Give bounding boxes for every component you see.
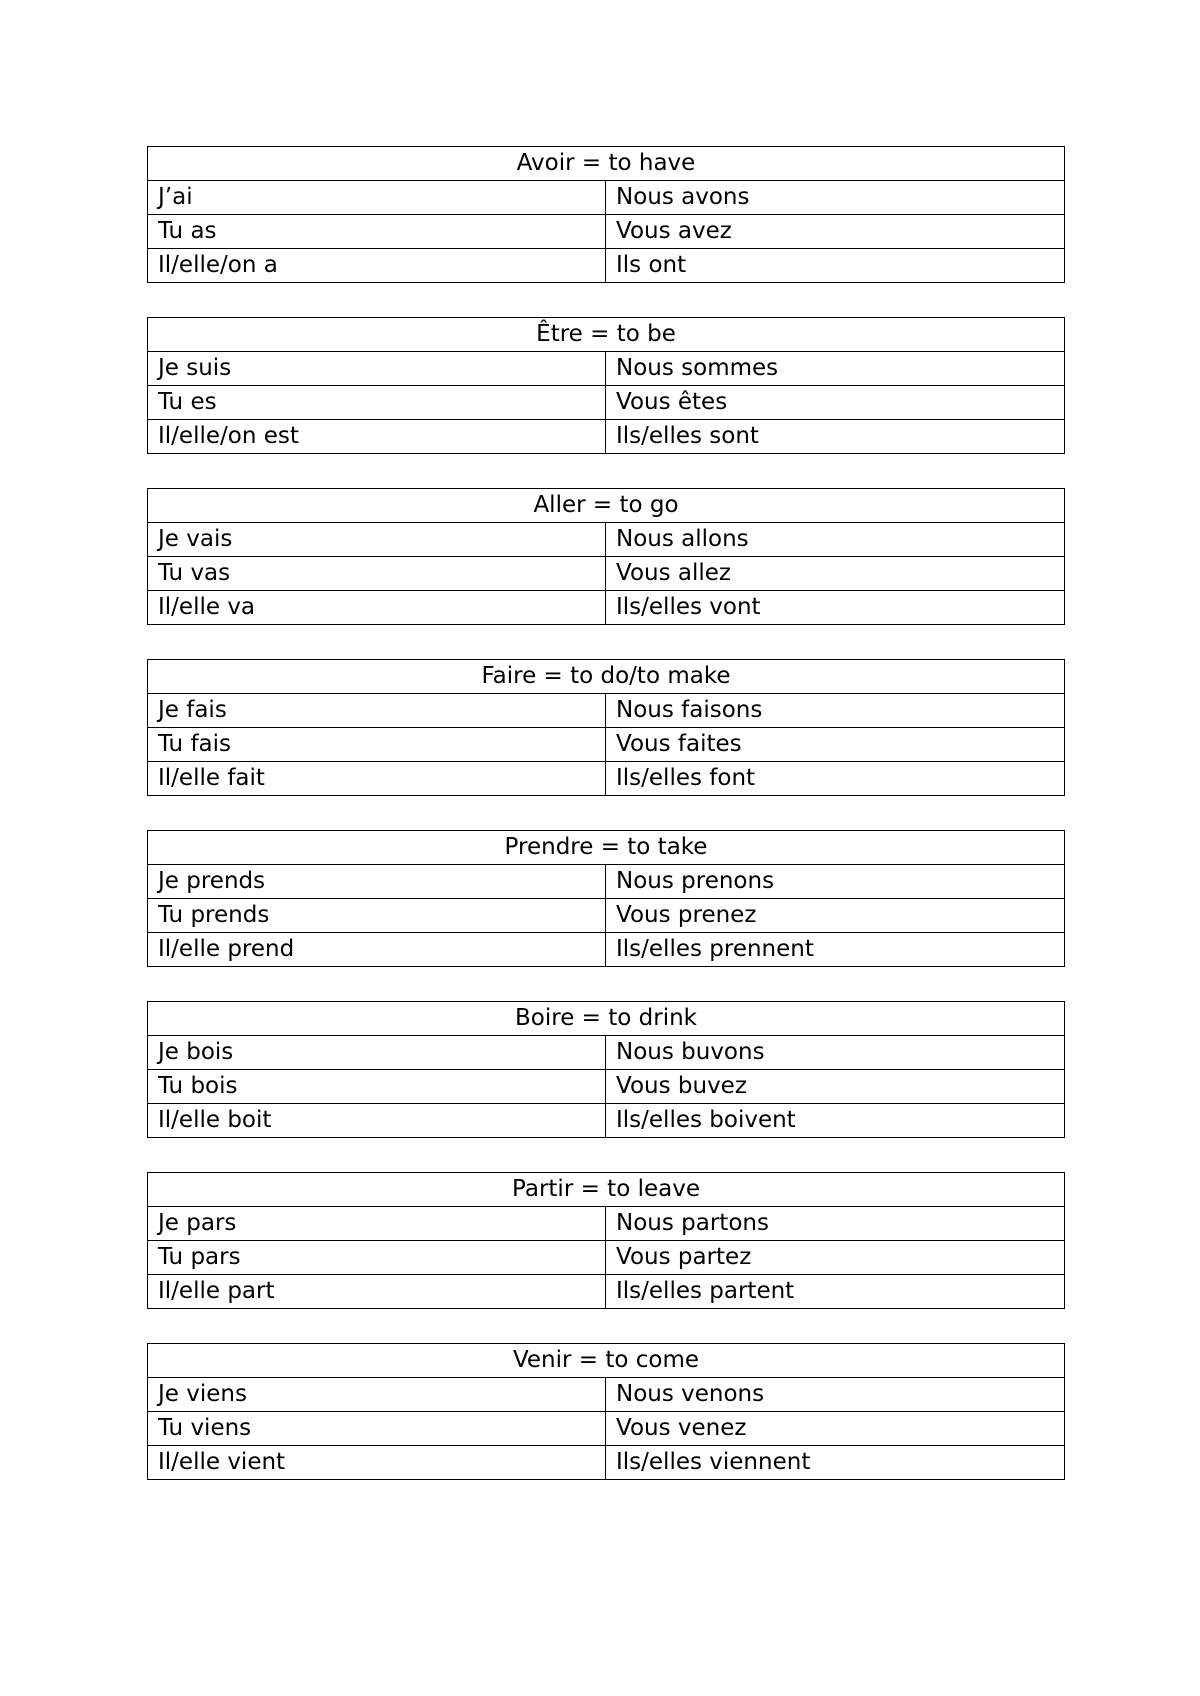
verb-title: Avoir = to have — [148, 147, 1065, 181]
plural-form: Ils/elles viennent — [606, 1446, 1065, 1480]
plural-form: Nous sommes — [606, 352, 1065, 386]
table-row — [148, 420, 1065, 454]
table-row — [148, 1070, 1065, 1104]
singular-form: Il/elle fait — [148, 762, 606, 796]
table-row — [148, 249, 1065, 283]
verb-title-row — [148, 1002, 1065, 1036]
singular-form: Tu viens — [148, 1412, 606, 1446]
plural-form: Ils/elles vont — [606, 591, 1065, 625]
singular-form: Il/elle/on est — [148, 420, 606, 454]
plural-form: Ils/elles font — [606, 762, 1065, 796]
verb-title: Boire = to drink — [148, 1002, 1065, 1036]
table-row — [148, 865, 1065, 899]
verb-title-row — [148, 147, 1065, 181]
plural-form: Ils/elles boivent — [606, 1104, 1065, 1138]
plural-form: Nous faisons — [606, 694, 1065, 728]
verb-title-row — [148, 318, 1065, 352]
verb-table-boire — [147, 1001, 1065, 1138]
verb-title-row — [148, 1173, 1065, 1207]
singular-form: Il/elle boit — [148, 1104, 606, 1138]
singular-form: Je prends — [148, 865, 606, 899]
singular-form: Je bois — [148, 1036, 606, 1070]
table-row — [148, 728, 1065, 762]
singular-form: Je vais — [148, 523, 606, 557]
singular-form: Tu es — [148, 386, 606, 420]
singular-form: Tu bois — [148, 1070, 606, 1104]
verb-table-faire — [147, 659, 1065, 796]
table-row — [148, 694, 1065, 728]
verb-table-prendre — [147, 830, 1065, 967]
verb-table-venir — [147, 1343, 1065, 1480]
plural-form: Nous prenons — [606, 865, 1065, 899]
table-row — [148, 215, 1065, 249]
table-row — [148, 1446, 1065, 1480]
table-row — [148, 1207, 1065, 1241]
plural-form: Nous avons — [606, 181, 1065, 215]
table-row — [148, 899, 1065, 933]
plural-form: Vous prenez — [606, 899, 1065, 933]
table-row — [148, 762, 1065, 796]
plural-form: Vous avez — [606, 215, 1065, 249]
verb-title: Faire = to do/to make — [148, 660, 1065, 694]
plural-form: Vous êtes — [606, 386, 1065, 420]
singular-form: Tu pars — [148, 1241, 606, 1275]
plural-form: Vous allez — [606, 557, 1065, 591]
plural-form: Ils/elles sont — [606, 420, 1065, 454]
verb-title-row — [148, 831, 1065, 865]
singular-form: Je viens — [148, 1378, 606, 1412]
plural-form: Nous buvons — [606, 1036, 1065, 1070]
plural-form: Vous buvez — [606, 1070, 1065, 1104]
verb-conjugation-tables — [147, 146, 1064, 1514]
verb-title: Être = to be — [148, 318, 1065, 352]
singular-form: Il/elle part — [148, 1275, 606, 1309]
plural-form: Ils ont — [606, 249, 1065, 283]
verb-title-row — [148, 489, 1065, 523]
table-row — [148, 352, 1065, 386]
singular-form: Tu as — [148, 215, 606, 249]
singular-form: Il/elle prend — [148, 933, 606, 967]
plural-form: Vous partez — [606, 1241, 1065, 1275]
table-row — [148, 1036, 1065, 1070]
plural-form: Nous venons — [606, 1378, 1065, 1412]
singular-form: Il/elle vient — [148, 1446, 606, 1480]
singular-form: Tu vas — [148, 557, 606, 591]
verb-title-row — [148, 660, 1065, 694]
plural-form: Nous partons — [606, 1207, 1065, 1241]
verb-table-partir — [147, 1172, 1065, 1309]
plural-form: Ils/elles prennent — [606, 933, 1065, 967]
table-row — [148, 1378, 1065, 1412]
table-row — [148, 523, 1065, 557]
singular-form: Je fais — [148, 694, 606, 728]
singular-form: Je suis — [148, 352, 606, 386]
table-row — [148, 557, 1065, 591]
plural-form: Ils/elles partent — [606, 1275, 1065, 1309]
table-row — [148, 1412, 1065, 1446]
singular-form: Tu prends — [148, 899, 606, 933]
singular-form: Tu fais — [148, 728, 606, 762]
verb-table-avoir — [147, 146, 1065, 283]
singular-form: Il/elle/on a — [148, 249, 606, 283]
singular-form: J’ai — [148, 181, 606, 215]
table-row — [148, 386, 1065, 420]
verb-table-etre — [147, 317, 1065, 454]
table-row — [148, 1241, 1065, 1275]
verb-table-aller — [147, 488, 1065, 625]
table-row — [148, 181, 1065, 215]
singular-form: Je pars — [148, 1207, 606, 1241]
verb-title: Prendre = to take — [148, 831, 1065, 865]
plural-form: Nous allons — [606, 523, 1065, 557]
verb-title: Aller = to go — [148, 489, 1065, 523]
verb-title-row — [148, 1344, 1065, 1378]
plural-form: Vous venez — [606, 1412, 1065, 1446]
table-row — [148, 933, 1065, 967]
plural-form: Vous faites — [606, 728, 1065, 762]
verb-title: Partir = to leave — [148, 1173, 1065, 1207]
verb-title: Venir = to come — [148, 1344, 1065, 1378]
table-row — [148, 1275, 1065, 1309]
table-row — [148, 1104, 1065, 1138]
singular-form: Il/elle va — [148, 591, 606, 625]
table-row — [148, 591, 1065, 625]
